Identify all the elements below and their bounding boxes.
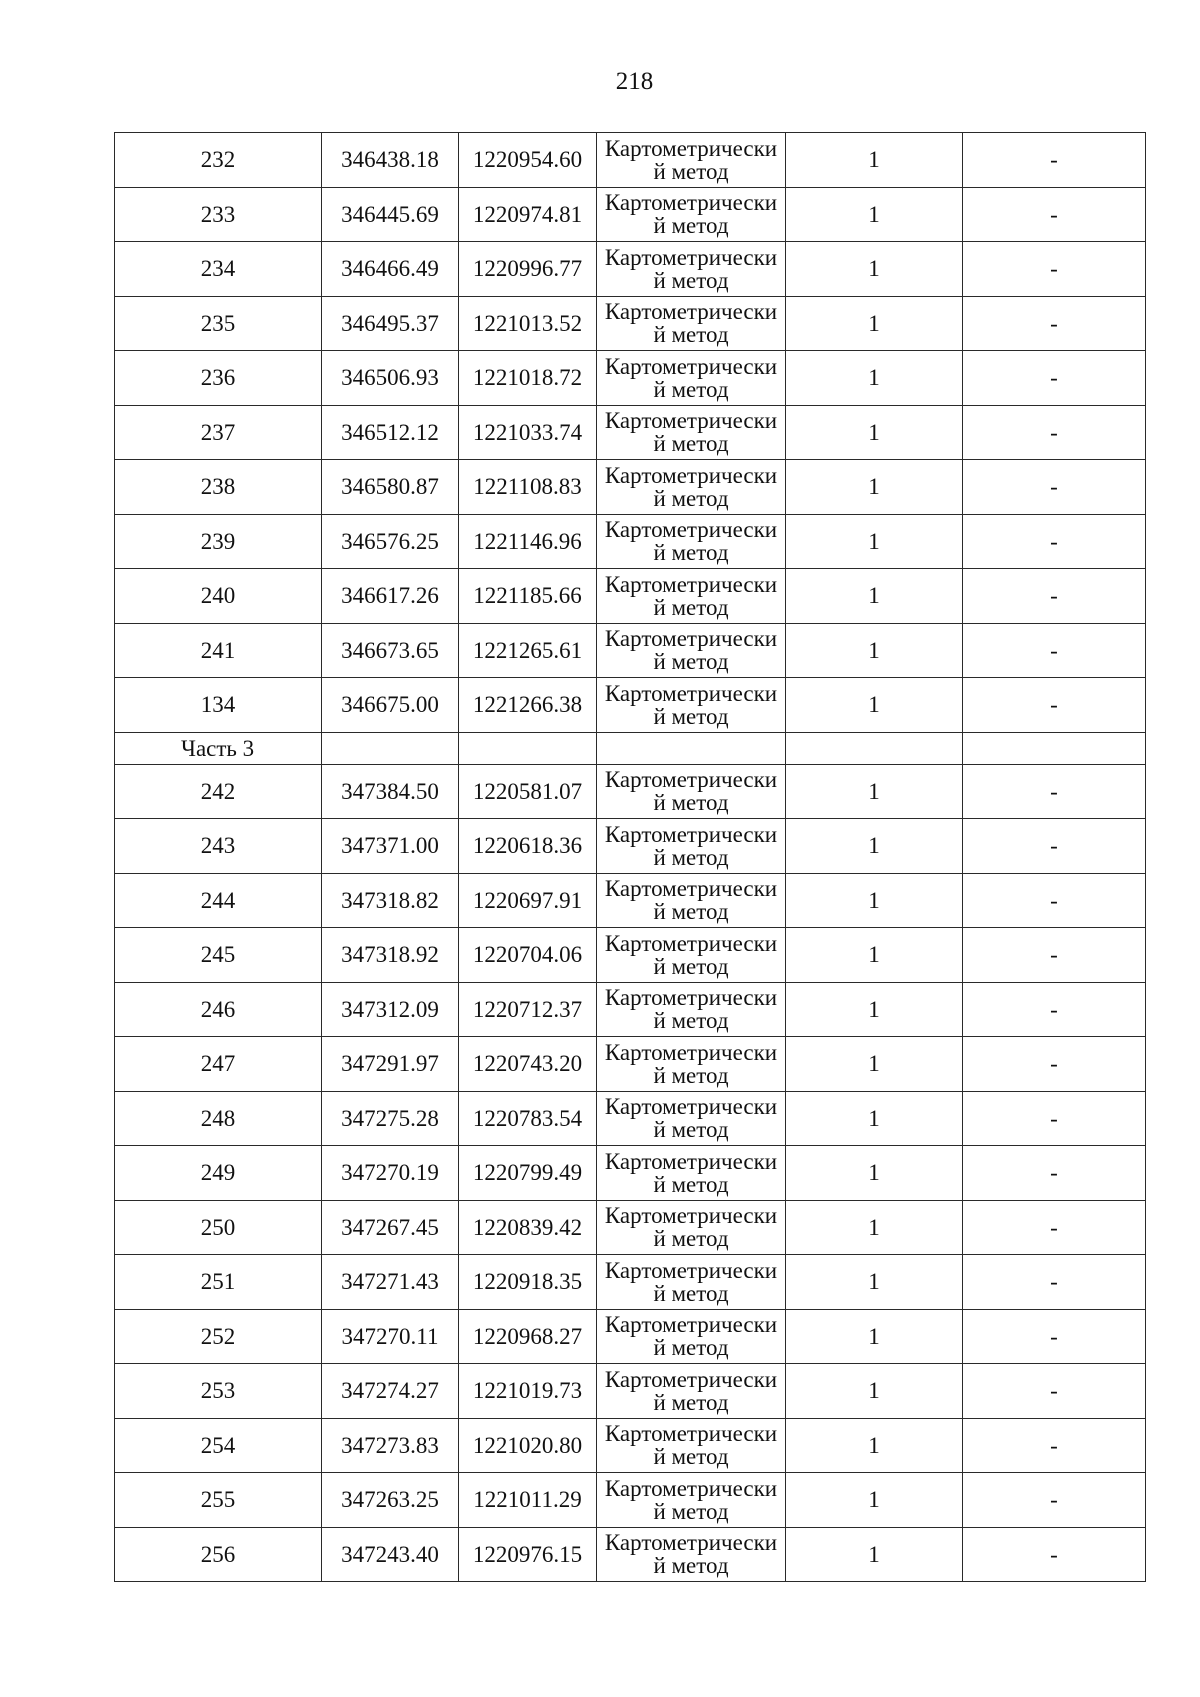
note-cell: - bbox=[963, 928, 1146, 983]
point-number-cell: 252 bbox=[115, 1309, 322, 1364]
accuracy-cell: 1 bbox=[786, 1146, 963, 1201]
method-line-1: Картометрически bbox=[604, 462, 778, 488]
point-number-cell: 243 bbox=[115, 819, 322, 874]
coordinates-table bbox=[114, 132, 1146, 1582]
x-coordinate-cell: 347267.45 bbox=[322, 1200, 459, 1255]
table-row bbox=[115, 351, 1146, 406]
y-coordinate-cell: 1221265.61 bbox=[459, 623, 597, 678]
method-cell bbox=[597, 1091, 786, 1146]
method-line-2: й метод bbox=[653, 649, 729, 675]
accuracy-cell: 1 bbox=[786, 1364, 963, 1419]
table-row bbox=[115, 242, 1146, 297]
point-number-cell: 247 bbox=[115, 1037, 322, 1092]
accuracy-cell: 1 bbox=[786, 187, 963, 242]
table-row bbox=[115, 1473, 1146, 1528]
note-cell: - bbox=[963, 764, 1146, 819]
accuracy-cell: 1 bbox=[786, 678, 963, 733]
point-number-cell: 134 bbox=[115, 678, 322, 733]
accuracy-cell: 1 bbox=[786, 819, 963, 874]
note-cell: - bbox=[963, 1309, 1146, 1364]
table-row bbox=[115, 1255, 1146, 1310]
y-coordinate-cell: 1221266.38 bbox=[459, 678, 597, 733]
note-cell: - bbox=[963, 569, 1146, 624]
point-number-cell: 249 bbox=[115, 1146, 322, 1201]
y-coordinate-cell: 1221108.83 bbox=[459, 460, 597, 515]
empty-cell bbox=[786, 732, 963, 764]
method-cell bbox=[597, 764, 786, 819]
method-line-2: й метод bbox=[653, 899, 729, 925]
table-row bbox=[115, 187, 1146, 242]
note-cell: - bbox=[963, 819, 1146, 874]
x-coordinate-cell: 347291.97 bbox=[322, 1037, 459, 1092]
x-coordinate-cell: 347271.43 bbox=[322, 1255, 459, 1310]
accuracy-cell: 1 bbox=[786, 296, 963, 351]
point-number-cell: 237 bbox=[115, 405, 322, 460]
y-coordinate-cell: 1220968.27 bbox=[459, 1309, 597, 1364]
point-number-cell: 241 bbox=[115, 623, 322, 678]
method-cell bbox=[597, 296, 786, 351]
table-row bbox=[115, 1309, 1146, 1364]
method-line-1: Картометрически bbox=[604, 1203, 778, 1229]
method-line-1: Картометрически bbox=[604, 135, 778, 161]
method-line-1: Картометрически bbox=[604, 767, 778, 793]
note-cell: - bbox=[963, 405, 1146, 460]
accuracy-cell: 1 bbox=[786, 242, 963, 297]
point-number-cell: 248 bbox=[115, 1091, 322, 1146]
note-cell: - bbox=[963, 1200, 1146, 1255]
x-coordinate-cell: 346466.49 bbox=[322, 242, 459, 297]
method-line-2: й метод bbox=[653, 1062, 729, 1088]
method-line-2: й метод bbox=[653, 1444, 729, 1470]
point-number-cell: 251 bbox=[115, 1255, 322, 1310]
y-coordinate-cell: 1220996.77 bbox=[459, 242, 597, 297]
note-cell: - bbox=[963, 623, 1146, 678]
table-row bbox=[115, 1200, 1146, 1255]
method-cell bbox=[597, 514, 786, 569]
y-coordinate-cell: 1220581.07 bbox=[459, 764, 597, 819]
method-line-1: Картометрически bbox=[604, 1257, 778, 1283]
point-number-cell: 254 bbox=[115, 1418, 322, 1473]
method-line-1: Картометрически bbox=[604, 680, 778, 706]
x-coordinate-cell: 346512.12 bbox=[322, 405, 459, 460]
method-line-1: Картометрически bbox=[604, 985, 778, 1011]
y-coordinate-cell: 1221020.80 bbox=[459, 1418, 597, 1473]
method-line-1: Картометрически bbox=[604, 930, 778, 956]
method-cell bbox=[597, 819, 786, 874]
method-line-1: Картометрически bbox=[604, 1475, 778, 1501]
method-line-2: й метод bbox=[653, 703, 729, 729]
method-line-2: й метод bbox=[653, 1280, 729, 1306]
accuracy-cell: 1 bbox=[786, 1200, 963, 1255]
point-number-cell: 238 bbox=[115, 460, 322, 515]
method-cell bbox=[597, 133, 786, 188]
x-coordinate-cell: 347274.27 bbox=[322, 1364, 459, 1419]
accuracy-cell: 1 bbox=[786, 623, 963, 678]
y-coordinate-cell: 1220783.54 bbox=[459, 1091, 597, 1146]
accuracy-cell: 1 bbox=[786, 1527, 963, 1582]
note-cell: - bbox=[963, 1037, 1146, 1092]
method-cell bbox=[597, 678, 786, 733]
x-coordinate-cell: 347318.82 bbox=[322, 873, 459, 928]
table-row bbox=[115, 133, 1146, 188]
table-row bbox=[115, 1091, 1146, 1146]
note-cell: - bbox=[963, 1527, 1146, 1582]
table-row bbox=[115, 873, 1146, 928]
method-line-1: Картометрически bbox=[604, 299, 778, 325]
method-line-1: Картометрически bbox=[604, 626, 778, 652]
method-line-2: й метод bbox=[653, 158, 729, 184]
note-cell: - bbox=[963, 873, 1146, 928]
method-cell bbox=[597, 982, 786, 1037]
accuracy-cell: 1 bbox=[786, 982, 963, 1037]
method-cell bbox=[597, 928, 786, 983]
empty-cell bbox=[459, 732, 597, 764]
method-line-2: й метод bbox=[653, 485, 729, 511]
table-body bbox=[115, 133, 1146, 1582]
empty-cell bbox=[963, 732, 1146, 764]
table-row bbox=[115, 1418, 1146, 1473]
y-coordinate-cell: 1221146.96 bbox=[459, 514, 597, 569]
y-coordinate-cell: 1220712.37 bbox=[459, 982, 597, 1037]
section-row bbox=[115, 732, 1146, 764]
x-coordinate-cell: 346675.00 bbox=[322, 678, 459, 733]
x-coordinate-cell: 346673.65 bbox=[322, 623, 459, 678]
accuracy-cell: 1 bbox=[786, 1418, 963, 1473]
y-coordinate-cell: 1220839.42 bbox=[459, 1200, 597, 1255]
note-cell: - bbox=[963, 982, 1146, 1037]
point-number-cell: 233 bbox=[115, 187, 322, 242]
x-coordinate-cell: 347318.92 bbox=[322, 928, 459, 983]
method-line-1: Картометрически bbox=[604, 1094, 778, 1120]
accuracy-cell: 1 bbox=[786, 514, 963, 569]
table-row bbox=[115, 819, 1146, 874]
method-line-1: Картометрически bbox=[604, 1039, 778, 1065]
point-number-cell: 255 bbox=[115, 1473, 322, 1528]
note-cell: - bbox=[963, 1364, 1146, 1419]
point-number-cell: 250 bbox=[115, 1200, 322, 1255]
section-label-cell: Часть 3 bbox=[115, 732, 322, 764]
y-coordinate-cell: 1220697.91 bbox=[459, 873, 597, 928]
method-cell bbox=[597, 1309, 786, 1364]
method-cell bbox=[597, 1364, 786, 1419]
point-number-cell: 244 bbox=[115, 873, 322, 928]
table-row bbox=[115, 764, 1146, 819]
note-cell: - bbox=[963, 1255, 1146, 1310]
table-row bbox=[115, 623, 1146, 678]
table-row bbox=[115, 1527, 1146, 1582]
accuracy-cell: 1 bbox=[786, 569, 963, 624]
table-row bbox=[115, 1037, 1146, 1092]
point-number-cell: 235 bbox=[115, 296, 322, 351]
method-cell bbox=[597, 460, 786, 515]
x-coordinate-cell: 346576.25 bbox=[322, 514, 459, 569]
point-number-cell: 242 bbox=[115, 764, 322, 819]
method-line-1: Картометрически bbox=[604, 1530, 778, 1556]
method-cell bbox=[597, 187, 786, 242]
accuracy-cell: 1 bbox=[786, 133, 963, 188]
method-cell bbox=[597, 1146, 786, 1201]
method-line-2: й метод bbox=[653, 1389, 729, 1415]
y-coordinate-cell: 1221013.52 bbox=[459, 296, 597, 351]
point-number-cell: 253 bbox=[115, 1364, 322, 1419]
y-coordinate-cell: 1221019.73 bbox=[459, 1364, 597, 1419]
page-number: 218 bbox=[615, 68, 654, 95]
y-coordinate-cell: 1221185.66 bbox=[459, 569, 597, 624]
accuracy-cell: 1 bbox=[786, 1091, 963, 1146]
note-cell: - bbox=[963, 133, 1146, 188]
point-number-cell: 234 bbox=[115, 242, 322, 297]
table-row bbox=[115, 460, 1146, 515]
point-number-cell: 236 bbox=[115, 351, 322, 406]
note-cell: - bbox=[963, 1091, 1146, 1146]
y-coordinate-cell: 1221011.29 bbox=[459, 1473, 597, 1528]
method-line-2: й метод bbox=[653, 431, 729, 457]
note-cell: - bbox=[963, 351, 1146, 406]
x-coordinate-cell: 347270.19 bbox=[322, 1146, 459, 1201]
method-line-2: й метод bbox=[653, 267, 729, 293]
table-row bbox=[115, 678, 1146, 733]
y-coordinate-cell: 1220799.49 bbox=[459, 1146, 597, 1201]
method-line-1: Картометрически bbox=[604, 571, 778, 597]
method-cell bbox=[597, 1200, 786, 1255]
note-cell: - bbox=[963, 460, 1146, 515]
method-line-2: й метод bbox=[653, 540, 729, 566]
table-row bbox=[115, 296, 1146, 351]
accuracy-cell: 1 bbox=[786, 405, 963, 460]
method-cell bbox=[597, 405, 786, 460]
accuracy-cell: 1 bbox=[786, 460, 963, 515]
point-number-cell: 245 bbox=[115, 928, 322, 983]
method-line-2: й метод bbox=[653, 953, 729, 979]
method-line-2: й метод bbox=[653, 790, 729, 816]
table-row bbox=[115, 1364, 1146, 1419]
point-number-cell: 239 bbox=[115, 514, 322, 569]
method-cell bbox=[597, 569, 786, 624]
accuracy-cell: 1 bbox=[786, 764, 963, 819]
method-line-2: й метод bbox=[653, 322, 729, 348]
table-row bbox=[115, 569, 1146, 624]
note-cell: - bbox=[963, 1146, 1146, 1201]
method-line-2: й метод bbox=[653, 1008, 729, 1034]
y-coordinate-cell: 1220918.35 bbox=[459, 1255, 597, 1310]
method-line-1: Картометрически bbox=[604, 876, 778, 902]
y-coordinate-cell: 1221033.74 bbox=[459, 405, 597, 460]
accuracy-cell: 1 bbox=[786, 1473, 963, 1528]
y-coordinate-cell: 1220743.20 bbox=[459, 1037, 597, 1092]
method-cell bbox=[597, 623, 786, 678]
method-cell bbox=[597, 1418, 786, 1473]
x-coordinate-cell: 346580.87 bbox=[322, 460, 459, 515]
method-line-2: й метод bbox=[653, 1553, 729, 1579]
method-line-2: й метод bbox=[653, 1171, 729, 1197]
x-coordinate-cell: 347263.25 bbox=[322, 1473, 459, 1528]
note-cell: - bbox=[963, 296, 1146, 351]
x-coordinate-cell: 346617.26 bbox=[322, 569, 459, 624]
method-line-2: й метод bbox=[653, 376, 729, 402]
method-line-2: й метод bbox=[653, 213, 729, 239]
empty-cell bbox=[322, 732, 459, 764]
method-line-2: й метод bbox=[653, 1117, 729, 1143]
method-line-1: Картометрически bbox=[604, 1366, 778, 1392]
method-cell bbox=[597, 873, 786, 928]
note-cell: - bbox=[963, 678, 1146, 733]
table-row bbox=[115, 514, 1146, 569]
x-coordinate-cell: 347312.09 bbox=[322, 982, 459, 1037]
note-cell: - bbox=[963, 1473, 1146, 1528]
method-cell bbox=[597, 1473, 786, 1528]
accuracy-cell: 1 bbox=[786, 1037, 963, 1092]
method-cell bbox=[597, 351, 786, 406]
method-line-1: Картометрически bbox=[604, 821, 778, 847]
method-line-1: Картометрически bbox=[604, 244, 778, 270]
accuracy-cell: 1 bbox=[786, 1309, 963, 1364]
method-line-1: Картометрически bbox=[604, 1148, 778, 1174]
x-coordinate-cell: 347273.83 bbox=[322, 1418, 459, 1473]
point-number-cell: 240 bbox=[115, 569, 322, 624]
y-coordinate-cell: 1221018.72 bbox=[459, 351, 597, 406]
x-coordinate-cell: 347243.40 bbox=[322, 1527, 459, 1582]
x-coordinate-cell: 346495.37 bbox=[322, 296, 459, 351]
method-cell bbox=[597, 1255, 786, 1310]
method-line-2: й метод bbox=[653, 844, 729, 870]
x-coordinate-cell: 346506.93 bbox=[322, 351, 459, 406]
y-coordinate-cell: 1220976.15 bbox=[459, 1527, 597, 1582]
x-coordinate-cell: 347384.50 bbox=[322, 764, 459, 819]
y-coordinate-cell: 1220954.60 bbox=[459, 133, 597, 188]
method-line-2: й метод bbox=[653, 1498, 729, 1524]
x-coordinate-cell: 347371.00 bbox=[322, 819, 459, 874]
point-number-cell: 256 bbox=[115, 1527, 322, 1582]
accuracy-cell: 1 bbox=[786, 873, 963, 928]
empty-cell bbox=[597, 732, 786, 764]
note-cell: - bbox=[963, 187, 1146, 242]
method-line-1: Картометрически bbox=[604, 353, 778, 379]
method-cell bbox=[597, 242, 786, 297]
method-line-1: Картометрически bbox=[604, 408, 778, 434]
note-cell: - bbox=[963, 242, 1146, 297]
note-cell: - bbox=[963, 514, 1146, 569]
table-row bbox=[115, 928, 1146, 983]
method-line-2: й метод bbox=[653, 594, 729, 620]
method-cell bbox=[597, 1037, 786, 1092]
x-coordinate-cell: 347275.28 bbox=[322, 1091, 459, 1146]
accuracy-cell: 1 bbox=[786, 351, 963, 406]
method-line-2: й метод bbox=[653, 1226, 729, 1252]
method-cell bbox=[597, 1527, 786, 1582]
y-coordinate-cell: 1220974.81 bbox=[459, 187, 597, 242]
accuracy-cell: 1 bbox=[786, 928, 963, 983]
method-line-2: й метод bbox=[653, 1335, 729, 1361]
table-row bbox=[115, 982, 1146, 1037]
point-number-cell: 232 bbox=[115, 133, 322, 188]
x-coordinate-cell: 346438.18 bbox=[322, 133, 459, 188]
x-coordinate-cell: 347270.11 bbox=[322, 1309, 459, 1364]
note-cell: - bbox=[963, 1418, 1146, 1473]
method-line-1: Картометрически bbox=[604, 517, 778, 543]
table-row bbox=[115, 405, 1146, 460]
y-coordinate-cell: 1220704.06 bbox=[459, 928, 597, 983]
y-coordinate-cell: 1220618.36 bbox=[459, 819, 597, 874]
method-line-1: Картометрически bbox=[604, 190, 778, 216]
x-coordinate-cell: 346445.69 bbox=[322, 187, 459, 242]
method-line-1: Картометрически bbox=[604, 1312, 778, 1338]
accuracy-cell: 1 bbox=[786, 1255, 963, 1310]
method-line-1: Картометрически bbox=[604, 1421, 778, 1447]
table-row bbox=[115, 1146, 1146, 1201]
point-number-cell: 246 bbox=[115, 982, 322, 1037]
